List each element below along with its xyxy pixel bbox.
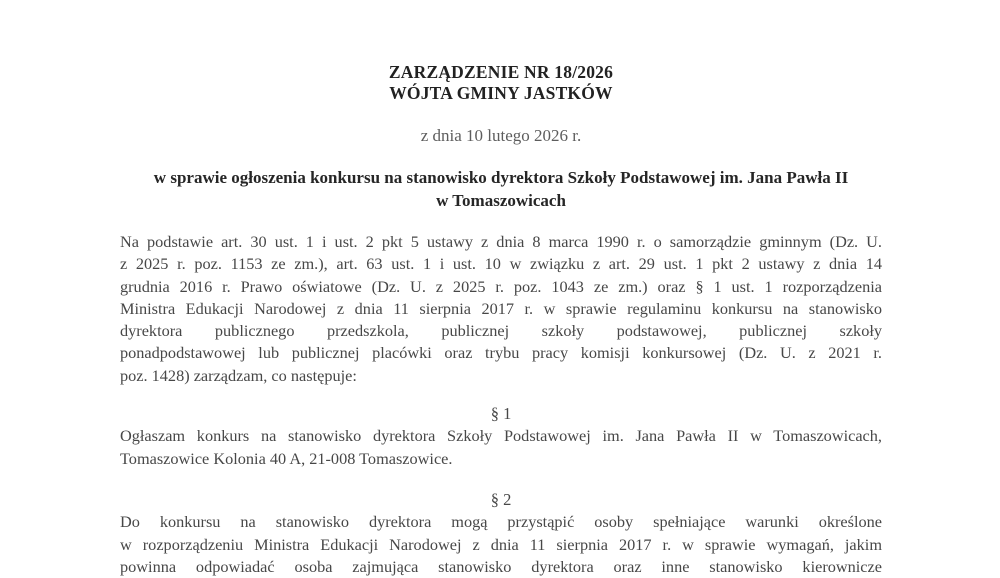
ordinance-number-line: ZARZĄDZENIE NR 18/2026 — [388, 62, 614, 82]
section-2-paragraph — [120, 511, 882, 578]
paragraph-line: Ogłaszam konkurs na stanowisko dyrektora Szkoły Podstawowej im. Jana Pawła II w Tomaszowicach, — [120, 426, 882, 446]
paragraph-line: ponadpodstawowej lub publicznej placówki oraz trybu pracy komisji konkursowej (Dz. U. z 2021 r. — [120, 343, 882, 363]
legal-basis-paragraph — [120, 231, 882, 387]
subject-line-2: w Tomaszowicach — [436, 191, 566, 210]
subject-line-1: w sprawie ogłoszenia konkursu na stanowisko dyrektora Szkoły Podstawowej im. Jana Pawła II — [153, 168, 849, 187]
paragraph-line: Tomaszowice Kolonia 40 A, 21-008 Tomaszowice. — [120, 448, 453, 468]
paragraph-line: Na podstawie art. 30 ust. 1 i ust. 2 pkt 5 ustawy z dnia 8 marca 1990 r. o samorządzie gminnym (Dz. U. — [120, 232, 882, 251]
paragraph-line: grudnia 2016 r. Prawo oświatowe (Dz. U. z 2025 r. poz. 1043 ze zm.) oraz § 1 ust. 1 rozporządzenia — [120, 276, 882, 296]
ordinance-subject — [120, 166, 882, 212]
ordinance-issuer-line: WÓJTA GMINY JASTKÓW — [389, 83, 613, 103]
section-2-heading: § 2 — [490, 489, 512, 509]
paragraph-line: poz. 1428) zarządzam, co następuje: — [120, 365, 357, 385]
ordinance-date: z dnia 10 lutego 2026 r. — [420, 126, 582, 145]
paragraph-line: z 2025 r. poz. 1153 ze zm.), art. 63 ust. 1 i ust. 10 w związku z art. 29 ust. 1 pkt 2 ustawy z dnia 14 — [120, 254, 882, 274]
document-content — [120, 0, 882, 578]
section-1-paragraph — [120, 425, 882, 470]
paragraph-line: Do konkursu na stanowisko dyrektora mogą przystąpić osoby spełniające warunki określone — [120, 512, 882, 532]
paragraph-line: w rozporządzeniu Ministra Edukacji Narodowej z dnia 11 sierpnia 2017 r. w sprawie wymagań, jakim — [120, 534, 882, 554]
section-1-heading: § 1 — [490, 404, 512, 424]
ordinance-title — [120, 62, 882, 104]
paragraph-line: Ministra Edukacji Narodowej z dnia 11 sierpnia 2017 r. w sprawie regulaminu konkursu na stanowisko — [120, 298, 882, 318]
paragraph-line: powinna odpowiadać osoba zajmująca stanowisko dyrektora oraz inne stanowisko kierownicze — [120, 556, 882, 576]
paragraph-line: dyrektora publicznego przedszkola, publicznej szkoły podstawowej, publicznej szkoły — [120, 321, 882, 341]
